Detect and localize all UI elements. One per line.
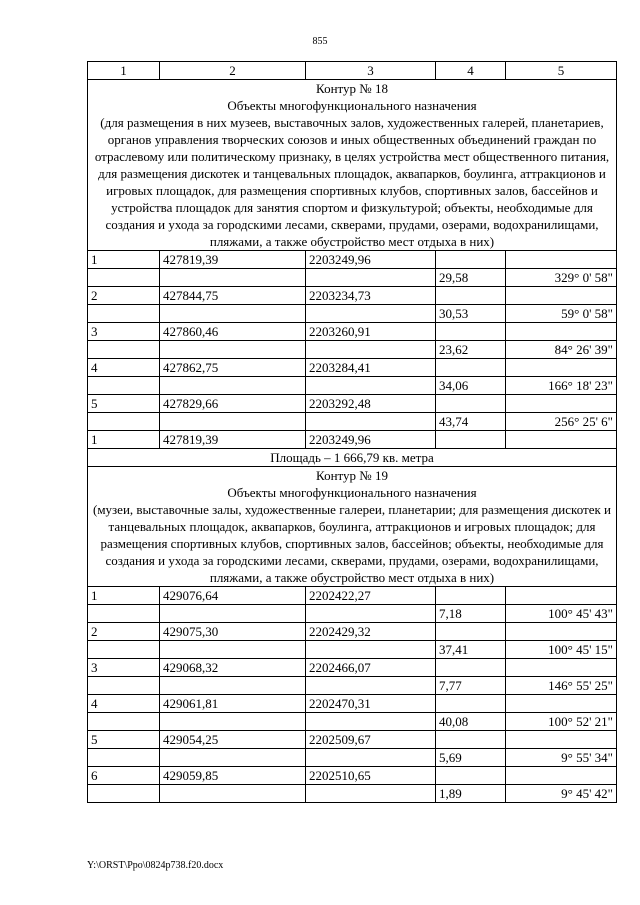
point-number-cell bbox=[88, 377, 160, 395]
page-number: 855 bbox=[312, 36, 328, 47]
point-number-cell bbox=[88, 749, 160, 767]
bearing-cell bbox=[506, 695, 617, 713]
point-number-cell: 1 bbox=[88, 587, 160, 605]
point-number-cell: 1 bbox=[88, 251, 160, 269]
distance-cell: 7,18 bbox=[436, 605, 506, 623]
distance-cell bbox=[436, 287, 506, 305]
contour-18-title: Контур № 18 bbox=[316, 81, 388, 96]
x-coordinate-cell bbox=[160, 677, 306, 695]
distance-cell bbox=[436, 731, 506, 749]
y-coordinate-cell bbox=[306, 641, 436, 659]
table-row bbox=[88, 431, 617, 449]
table-row bbox=[88, 713, 617, 731]
distance-cell bbox=[436, 251, 506, 269]
point-number-cell bbox=[88, 341, 160, 359]
bearing-cell bbox=[506, 431, 617, 449]
contour-18-area-row bbox=[88, 449, 617, 467]
y-coordinate-cell bbox=[306, 749, 436, 767]
bearing-cell: 166° 18' 23" bbox=[506, 377, 617, 395]
y-coordinate-cell bbox=[306, 269, 436, 287]
table-row bbox=[88, 377, 617, 395]
bearing-cell bbox=[506, 251, 617, 269]
distance-cell: 30,53 bbox=[436, 305, 506, 323]
table-row bbox=[88, 785, 617, 803]
x-coordinate-cell: 427844,75 bbox=[160, 287, 306, 305]
table-row bbox=[88, 323, 617, 341]
bearing-cell bbox=[506, 623, 617, 641]
point-number-cell bbox=[88, 305, 160, 323]
x-coordinate-cell: 427829,66 bbox=[160, 395, 306, 413]
column-number: 4 bbox=[436, 62, 506, 80]
x-coordinate-cell: 429054,25 bbox=[160, 731, 306, 749]
distance-cell bbox=[436, 395, 506, 413]
x-coordinate-cell bbox=[160, 341, 306, 359]
point-number-cell: 1 bbox=[88, 431, 160, 449]
table-row bbox=[88, 623, 617, 641]
y-coordinate-cell: 2202470,31 bbox=[306, 695, 436, 713]
point-number-cell bbox=[88, 605, 160, 623]
bearing-cell bbox=[506, 395, 617, 413]
bearing-cell bbox=[506, 323, 617, 341]
y-coordinate-cell: 2202422,27 bbox=[306, 587, 436, 605]
table-row bbox=[88, 395, 617, 413]
x-coordinate-cell bbox=[160, 713, 306, 731]
bearing-cell: 59° 0' 58" bbox=[506, 305, 617, 323]
bearing-cell bbox=[506, 659, 617, 677]
bearing-cell bbox=[506, 359, 617, 377]
contour-18-rows bbox=[88, 251, 617, 449]
y-coordinate-cell: 2202509,67 bbox=[306, 731, 436, 749]
point-number-cell bbox=[88, 269, 160, 287]
table-row bbox=[88, 305, 617, 323]
y-coordinate-cell bbox=[306, 377, 436, 395]
y-coordinate-cell: 2203234,73 bbox=[306, 287, 436, 305]
point-number-cell bbox=[88, 677, 160, 695]
table-row bbox=[88, 749, 617, 767]
contour-18-header bbox=[88, 80, 617, 251]
y-coordinate-cell bbox=[306, 605, 436, 623]
y-coordinate-cell bbox=[306, 677, 436, 695]
x-coordinate-cell: 427819,39 bbox=[160, 431, 306, 449]
table-row bbox=[88, 641, 617, 659]
bearing-cell: 9° 55' 34" bbox=[506, 749, 617, 767]
table-row bbox=[88, 413, 617, 431]
point-number-cell: 4 bbox=[88, 359, 160, 377]
y-coordinate-cell: 2202429,32 bbox=[306, 623, 436, 641]
x-coordinate-cell bbox=[160, 377, 306, 395]
y-coordinate-cell bbox=[306, 341, 436, 359]
point-number-cell: 2 bbox=[88, 623, 160, 641]
column-number-row bbox=[88, 62, 617, 80]
distance-cell: 23,62 bbox=[436, 341, 506, 359]
point-number-cell: 6 bbox=[88, 767, 160, 785]
distance-cell bbox=[436, 359, 506, 377]
distance-cell: 5,69 bbox=[436, 749, 506, 767]
distance-cell bbox=[436, 659, 506, 677]
x-coordinate-cell: 429076,64 bbox=[160, 587, 306, 605]
bearing-cell bbox=[506, 731, 617, 749]
contour-19-rows bbox=[88, 587, 617, 803]
bearing-cell bbox=[506, 587, 617, 605]
bearing-cell: 100° 45' 43" bbox=[506, 605, 617, 623]
distance-cell bbox=[436, 623, 506, 641]
x-coordinate-cell bbox=[160, 305, 306, 323]
x-coordinate-cell bbox=[160, 413, 306, 431]
y-coordinate-cell: 2203249,96 bbox=[306, 431, 436, 449]
distance-cell bbox=[436, 323, 506, 341]
bearing-cell: 100° 52' 21" bbox=[506, 713, 617, 731]
contour-18-description: (для размещения в них музеев, выставочных залов, художественных галерей, планетариев, органов управления творческих союзов и иных общественных объединений граждан по отраслевому или политическому признаку, в целях устройства мест общественного питания, для размещения дискотек и танцевальных площадок, аквапарков, боулинга, аттракционов и игровых площадок, для размещения спортивных клубов, спортивных залов, бассейнов и устройства площадок для занятия спортом и физкультурой; объекты, необходимые для создания и ухода за городскими лесами, скверами, прудами, озерами, водохранилищами, пляжами, а также обустройство мест отдыха в них) bbox=[94, 115, 610, 249]
distance-cell bbox=[436, 431, 506, 449]
contour-19-header bbox=[88, 467, 617, 587]
x-coordinate-cell: 429068,32 bbox=[160, 659, 306, 677]
point-number-cell bbox=[88, 413, 160, 431]
table-row bbox=[88, 359, 617, 377]
contour-18-heading-cell bbox=[88, 80, 617, 251]
table-row bbox=[88, 695, 617, 713]
contour-19-heading-cell bbox=[88, 467, 617, 587]
x-coordinate-cell bbox=[160, 641, 306, 659]
y-coordinate-cell bbox=[306, 413, 436, 431]
distance-cell: 34,06 bbox=[436, 377, 506, 395]
distance-cell: 37,41 bbox=[436, 641, 506, 659]
contour-19-title: Контур № 19 bbox=[316, 468, 388, 483]
x-coordinate-cell: 427819,39 bbox=[160, 251, 306, 269]
column-number: 1 bbox=[88, 62, 160, 80]
contour-18-area: Площадь – 1 666,79 кв. метра bbox=[88, 449, 617, 467]
bearing-cell: 9° 45' 42" bbox=[506, 785, 617, 803]
contour-19-subtitle: Объекты многофункционального назначения bbox=[227, 485, 477, 500]
x-coordinate-cell: 427860,46 bbox=[160, 323, 306, 341]
y-coordinate-cell: 2202510,65 bbox=[306, 767, 436, 785]
y-coordinate-cell: 2202466,07 bbox=[306, 659, 436, 677]
point-number-cell bbox=[88, 785, 160, 803]
x-coordinate-cell: 429061,81 bbox=[160, 695, 306, 713]
table-row bbox=[88, 269, 617, 287]
bearing-cell: 100° 45' 15" bbox=[506, 641, 617, 659]
point-number-cell: 5 bbox=[88, 731, 160, 749]
x-coordinate-cell bbox=[160, 269, 306, 287]
y-coordinate-cell: 2203292,48 bbox=[306, 395, 436, 413]
table-row bbox=[88, 587, 617, 605]
column-number: 2 bbox=[160, 62, 306, 80]
point-number-cell bbox=[88, 713, 160, 731]
table-row bbox=[88, 605, 617, 623]
y-coordinate-cell bbox=[306, 785, 436, 803]
x-coordinate-cell bbox=[160, 749, 306, 767]
distance-cell: 1,89 bbox=[436, 785, 506, 803]
x-coordinate-cell: 429059,85 bbox=[160, 767, 306, 785]
y-coordinate-cell bbox=[306, 305, 436, 323]
distance-cell: 43,74 bbox=[436, 413, 506, 431]
contour-18-subtitle: Объекты многофункционального назначения bbox=[227, 98, 477, 113]
table-row bbox=[88, 251, 617, 269]
point-number-cell: 3 bbox=[88, 659, 160, 677]
distance-cell bbox=[436, 695, 506, 713]
distance-cell bbox=[436, 587, 506, 605]
x-coordinate-cell: 427862,75 bbox=[160, 359, 306, 377]
column-number: 3 bbox=[306, 62, 436, 80]
y-coordinate-cell: 2203260,91 bbox=[306, 323, 436, 341]
table-row bbox=[88, 341, 617, 359]
table-row bbox=[88, 677, 617, 695]
bearing-cell: 146° 55' 25" bbox=[506, 677, 617, 695]
bearing-cell: 256° 25' 6" bbox=[506, 413, 617, 431]
point-number-cell: 5 bbox=[88, 395, 160, 413]
footer-file-path: Y:\ORST\Ppo\0824p738.f20.docx bbox=[87, 860, 224, 871]
y-coordinate-cell: 2203249,96 bbox=[306, 251, 436, 269]
distance-cell: 7,77 bbox=[436, 677, 506, 695]
x-coordinate-cell bbox=[160, 605, 306, 623]
distance-cell: 29,58 bbox=[436, 269, 506, 287]
column-number: 5 bbox=[506, 62, 617, 80]
distance-cell bbox=[436, 767, 506, 785]
contour-19-description: (музеи, выставочные залы, художественные галереи, планетарии; для размещения дискотек и танцевальных площадок, аквапарков, боулинга, аттракционов и игровых площадок; для размещения спортивных клубов, спортивных залов, бассейнов; объекты, необходимые для создания и ухода за городскими лесами, скверами, прудами, озерами, водохранилищами, пляжами, а также обустройство мест отдыха в них) bbox=[92, 502, 611, 585]
point-number-cell: 4 bbox=[88, 695, 160, 713]
bearing-cell: 84° 26' 39" bbox=[506, 341, 617, 359]
table-row bbox=[88, 731, 617, 749]
point-number-cell: 3 bbox=[88, 323, 160, 341]
table-row bbox=[88, 659, 617, 677]
coordinates-table bbox=[87, 61, 617, 803]
x-coordinate-cell: 429075,30 bbox=[160, 623, 306, 641]
x-coordinate-cell bbox=[160, 785, 306, 803]
point-number-cell: 2 bbox=[88, 287, 160, 305]
distance-cell: 40,08 bbox=[436, 713, 506, 731]
table-row bbox=[88, 287, 617, 305]
y-coordinate-cell bbox=[306, 713, 436, 731]
point-number-cell bbox=[88, 641, 160, 659]
y-coordinate-cell: 2203284,41 bbox=[306, 359, 436, 377]
bearing-cell: 329° 0' 58" bbox=[506, 269, 617, 287]
table-row bbox=[88, 767, 617, 785]
bearing-cell bbox=[506, 287, 617, 305]
bearing-cell bbox=[506, 767, 617, 785]
